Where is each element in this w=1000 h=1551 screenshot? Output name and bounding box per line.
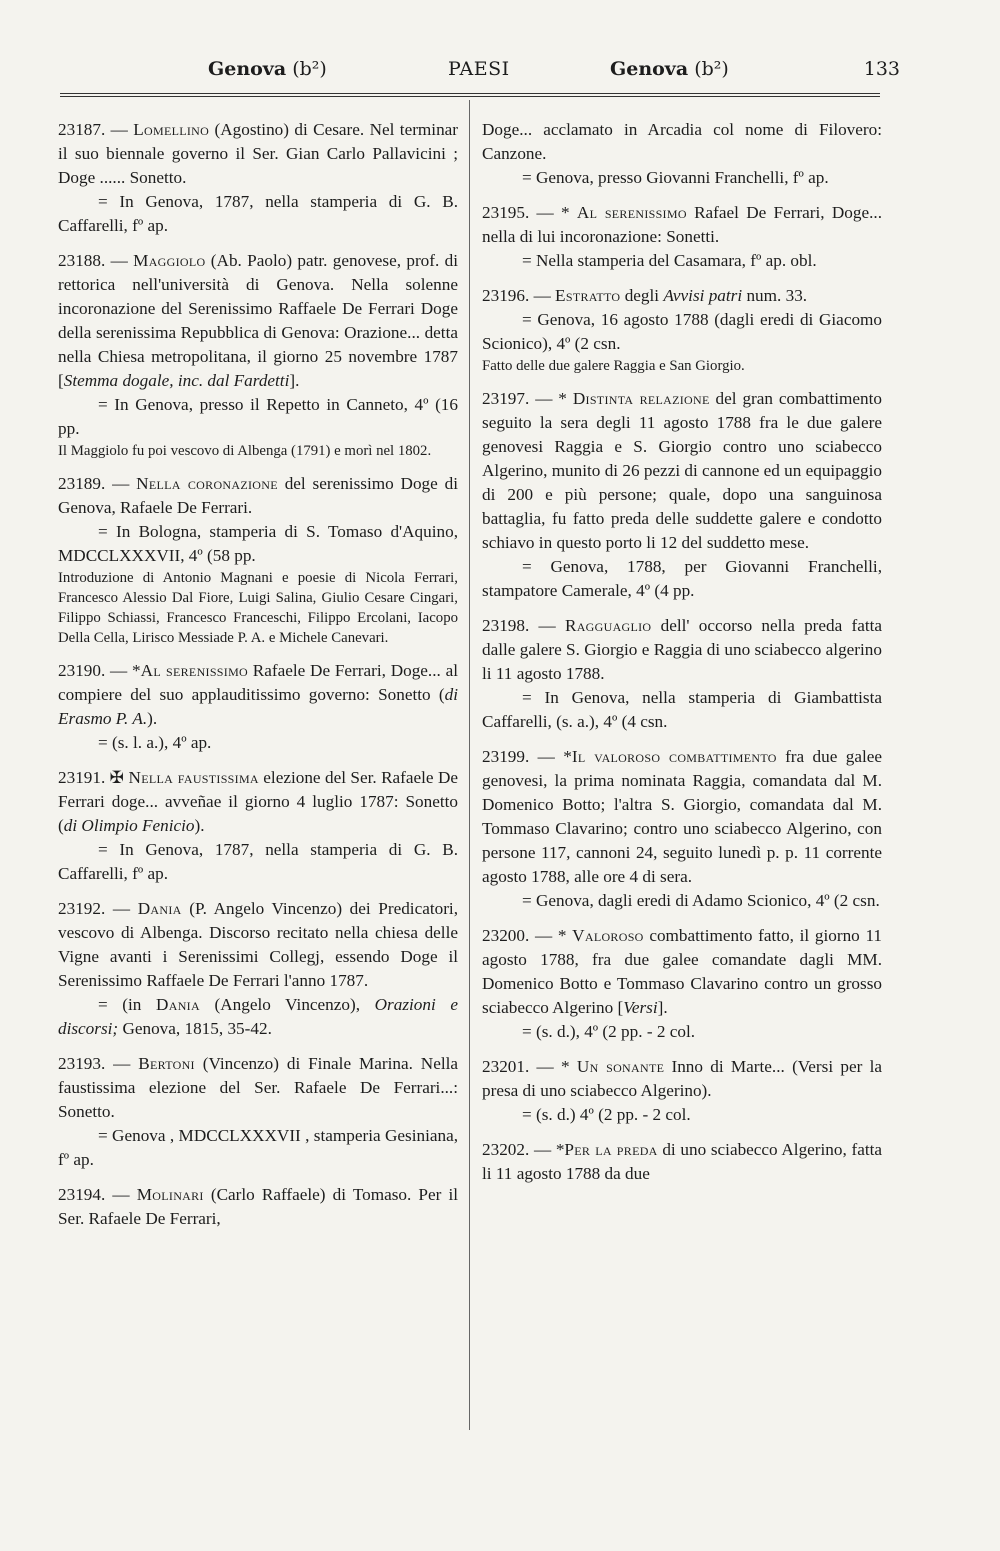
entry-text: Inno di Marte... (Versi per la presa di uno sciabecco Algerino). <box>482 1057 883 1100</box>
entry-text: fra due galee genovesi, la prima nominata Raggia, comandata dal M. Domenico Botto; l'altra S. Giorgio, comandata dal M. Tommaso Clavarino; contro uno sciabecco Algerino, con persone 117, cannoni 24, seguito lunedì p. p. 11 corrente agosto 1788, alle ore 4 di sera. <box>482 747 882 886</box>
entry-text: combattimento fatto, il giorno 11 agosto 1788, fra due galee comandate dagli MM. Domenico Botto e Tommaso Clavarino contro un grosso sciabecco Algerino [ <box>482 926 883 1017</box>
entry-heading-word: Nella faustissima <box>128 768 259 787</box>
bibliography-entry <box>482 745 882 913</box>
entry-title <box>58 659 458 731</box>
entry-text: Rafaele De Ferrari, Doge... al compiere del suo applauditissimo governo: Sonetto ( <box>58 661 459 704</box>
entry-title <box>482 201 882 249</box>
page-number: 133 <box>863 58 900 80</box>
entry-heading-word: Per la preda <box>564 1140 658 1159</box>
entry-heading-word: Lomellino <box>133 120 210 139</box>
entry-title <box>482 284 882 308</box>
right-column <box>482 118 882 1197</box>
entry-heading-word: Al serenissimo <box>140 661 249 680</box>
bibliography-entry <box>482 1055 882 1127</box>
entry-heading-word: Dania <box>156 995 200 1014</box>
entry-text: 23198. — <box>482 616 565 635</box>
entry-imprint: = In Genova, nella stamperia di Giambattista Caffarelli, (s. a.), 4º (4 csn. <box>482 688 882 731</box>
entry-title <box>58 897 458 993</box>
italic-text: di Olimpio Fenicio <box>63 816 195 835</box>
entry-title <box>58 1052 458 1124</box>
entry-title <box>58 472 458 520</box>
entry-text: 23194. — <box>58 1185 137 1204</box>
bibliography-entry <box>482 924 882 1044</box>
entry-text: 23196. — <box>482 286 556 305</box>
header-rule-second <box>60 96 880 97</box>
entry-text: 23197. — * <box>482 389 573 408</box>
entry-title <box>482 745 882 889</box>
header-right-title: Genova (b²) <box>610 58 729 80</box>
entry-text: 23190. — * <box>58 661 141 680</box>
entry-text: num. 33. <box>742 286 808 305</box>
entry-heading-word: Bertoni <box>138 1054 195 1073</box>
entry-title <box>58 249 458 393</box>
header-section-title: PAESI <box>448 58 510 80</box>
entry-note: Fatto delle due galere Raggia e San Giorgio. <box>482 358 745 374</box>
bibliography-entry <box>58 118 458 238</box>
entry-imprint: = Genova, 16 agosto 1788 (dagli eredi di Giacomo Scionico), 4º (2 csn. <box>482 310 882 353</box>
entry-text: ). <box>147 709 158 728</box>
entry-imprint: = Genova, 1788, per Giovanni Franchelli, stampatore Camerale, 4º (4 pp. <box>482 557 882 600</box>
entry-heading-word: Nella coronazione <box>136 474 278 493</box>
entry-text: 23200. — * <box>482 926 573 945</box>
entry-heading-word: Al serenissimo <box>576 203 687 222</box>
entry-text: 23187. — <box>58 120 134 139</box>
entry-text: del gran combattimento seguito la sera degli 11 agosto 1788 fra le due galere genovesi Raggia e S. Giorgio contro uno sciabecco Algerino, munito di 26 pezzi di cannone ed un equipaggio di 200 e più persone; quale, dopo una sanguinosa battaglia, fu fatto preda delle suddette galere e condotto schiavo in questo porto li 12 del suddetto mese. <box>482 389 883 552</box>
entry-text: ]. <box>657 998 668 1017</box>
entry-imprint: = In Genova, 1787, nella stamperia di G. B. Caffarelli, fº ap. <box>58 840 458 883</box>
bibliography-entry <box>58 472 458 648</box>
italic-text: Avvisi patri <box>663 286 743 305</box>
entry-text: 23195. — * <box>482 203 577 222</box>
entry-text: (Agostino) di Cesare. Nel terminar il suo biennale governo il Ser. Gian Carlo Pallavicini ; Doge ...... Sonetto. <box>58 120 459 187</box>
entry-text: (P. Angelo Vincenzo) dei Predicatori, vescovo di Albenga. Discorso recitato nella chiesa delle Vigne avanti i Serenissimi Collegj, essendo Doge il Serenissimo Raffaele De Ferrari l'anno 1787. <box>58 899 458 990</box>
entry-title <box>58 118 458 190</box>
entry-imprint: = Genova , MDCCLXXXVII , stamperia Gesiniana, fº ap. <box>58 1126 458 1169</box>
entry-text: elezione del Ser. Rafaele De Ferrari doge... avveñae il giorno 4 luglio 1787: Sonetto ( <box>58 768 458 835</box>
entry-imprint: = Genova, dagli eredi di Adamo Scionico, 4º (2 csn. <box>522 891 880 910</box>
bibliography-entry <box>58 766 458 886</box>
entry-title <box>482 924 882 1020</box>
entry-text: dell' occorso nella preda fatta dalle galere S. Giorgio e Raggia di uno sciabecco algerino li 11 agosto 1788. <box>482 616 883 683</box>
entry-imprint: = (s. l. a.), 4º ap. <box>98 733 212 752</box>
entry-heading-word: Maggiolo <box>133 251 206 270</box>
entry-heading-word: Molinari <box>136 1185 204 1204</box>
entry-imprint: = (s. d.) 4º (2 pp. - 2 col. <box>522 1105 691 1124</box>
bibliography-entry <box>482 1138 882 1186</box>
entry-heading-word: Distinta relazione <box>572 389 710 408</box>
entry-text: 23199. — * <box>482 747 572 766</box>
entry-text: 23188. — <box>58 251 134 270</box>
header-rule <box>60 93 880 94</box>
entry-text: Doge... acclamato in Arcadia col nome di Filovero: Canzone. <box>482 120 882 163</box>
entry-heading-word: Un sonante <box>576 1057 665 1076</box>
entry-imprint <box>58 993 458 1041</box>
entry-imprint: = In Genova, 1787, nella stamperia di G. B. Caffarelli, fº ap. <box>58 192 458 235</box>
header-left-title: Genova (b²) <box>208 58 327 80</box>
entry-text: degli <box>620 286 664 305</box>
entry-text: 23193. — <box>58 1054 139 1073</box>
bibliography-entry <box>58 897 458 1041</box>
entry-text: 23191. ✠ <box>58 768 129 787</box>
bibliography-entry <box>482 284 882 376</box>
entry-text: (Ab. Paolo) patr. genovese, prof. di rettorica nell'università di Genova. Nella solenne incoronazione del Serenissimo Raffaele De Ferrari Doge della serenissima Repubblica di Genova: Orazione... detta nella Chiesa metropolitana, il giorno 25 novembre 1787 [ <box>58 251 458 390</box>
entry-heading-word: Dania <box>137 899 182 918</box>
entry-title <box>482 118 882 166</box>
entry-text: Genova, 1815, 35-42. <box>118 1019 272 1038</box>
entry-text: Rafael De Ferrari, Doge... nella di lui incoronazione: Sonetti. <box>482 203 882 246</box>
entry-text: ). <box>194 816 205 835</box>
entry-imprint: = (s. d.), 4º (2 pp. - 2 col. <box>522 1022 696 1041</box>
italic-text: Versi <box>623 998 658 1017</box>
entry-text: 23189. — <box>58 474 137 493</box>
entry-title <box>482 1138 882 1186</box>
italic-text: Orazioni e discorsi; <box>58 995 459 1038</box>
bibliography-entry <box>482 201 882 273</box>
bibliography-entry <box>58 659 458 755</box>
entry-heading-word: Valoroso <box>572 926 644 945</box>
bibliography-entry <box>58 1183 458 1231</box>
entry-continuation <box>482 118 882 190</box>
entry-title <box>482 387 882 555</box>
italic-text: di Erasmo P. A. <box>58 685 458 728</box>
bibliography-entry <box>58 249 458 461</box>
entry-title <box>58 766 458 838</box>
entry-title <box>58 1183 458 1231</box>
bibliography-entry <box>58 1052 458 1172</box>
entry-text: 23192. — <box>58 899 138 918</box>
entry-note: Il Maggiolo fu poi vescovo di Albenga (1791) e morì nel 1802. <box>58 443 432 459</box>
entry-text: del serenissimo Doge di Genova, Rafaele De Ferrari. <box>58 474 458 517</box>
column-divider <box>469 100 470 1430</box>
entry-text: (Carlo Raffaele) di Tomaso. Per il Ser. Rafaele De Ferrari, <box>58 1185 459 1228</box>
entry-text: (Angelo Vincenzo), <box>199 995 375 1014</box>
entry-text: 23201. — * <box>482 1057 577 1076</box>
entry-title <box>482 614 882 686</box>
entry-title <box>482 1055 882 1103</box>
entry-imprint: = Genova, presso Giovanni Franchelli, fº ap. <box>522 168 829 187</box>
italic-text: Stemma dogale, inc. dal Fardetti <box>63 371 290 390</box>
running-header <box>60 52 900 92</box>
entry-imprint: = In Bologna, stamperia di S. Tomaso d'Aquino, MDCCLXXXVII, 4º (58 pp. <box>58 522 458 565</box>
entry-text: 23202. — * <box>482 1140 565 1159</box>
bibliography-entry <box>482 614 882 734</box>
entry-text: ]. <box>289 371 300 390</box>
entry-imprint: = Nella stamperia del Casamara, fº ap. obl. <box>522 251 817 270</box>
entry-imprint: = In Genova, presso il Repetto in Canneto, 4º (16 pp. <box>58 395 458 438</box>
entry-heading-word: Estratto <box>555 286 621 305</box>
left-column <box>58 118 458 1242</box>
entry-note: Introduzione di Antonio Magnani e poesie di Nicola Ferrari, Francesco Alessio Dal Fiore, Luigi Salina, Giulio Cesare Cingari, Filippo Schiassi, Francesco Franceschi, Filippo Ercolani, Iacopo Della Cella, Lirisco Messiade P. A. e Michele Canevari. <box>58 570 458 646</box>
bibliography-entry <box>482 387 882 603</box>
entry-text: di uno sciabecco Algerino, fatta li 11 agosto 1788 da due <box>482 1140 882 1183</box>
entry-text: (Vincenzo) di Finale Marina. Nella faustissima elezione del Ser. Rafaele De Ferrari...: Sonetto. <box>58 1054 458 1121</box>
entry-heading-word: Il valoroso combattimento <box>571 747 777 766</box>
entry-heading-word: Ragguaglio <box>564 616 652 635</box>
entry-text: = (in <box>98 995 157 1014</box>
